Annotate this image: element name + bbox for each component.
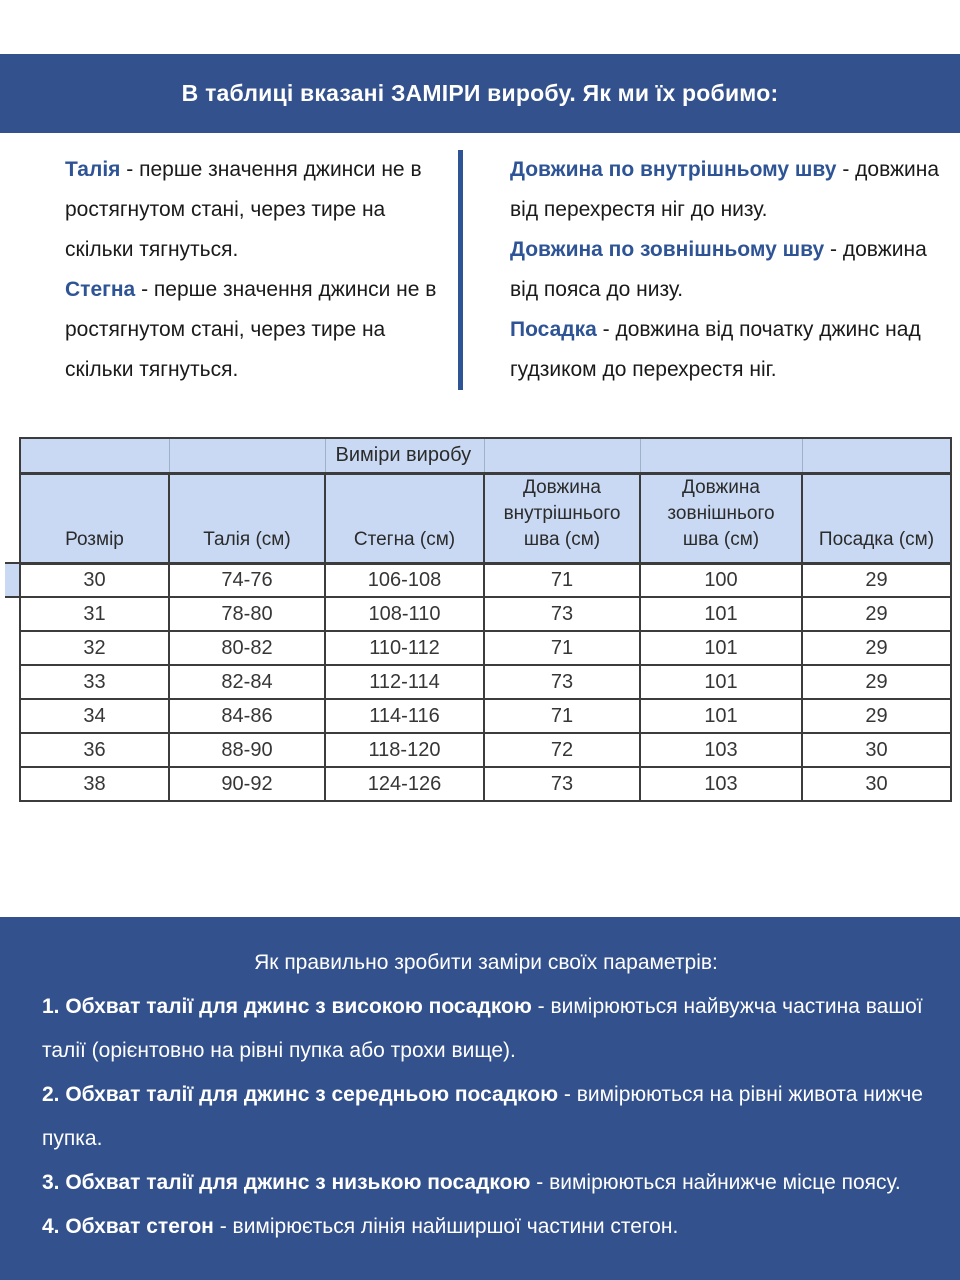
table-cell: 29: [802, 699, 951, 733]
instruction-item: [42, 985, 930, 1073]
table-cell: 30: [802, 767, 951, 801]
table-cell: 38: [20, 767, 169, 801]
definition-text: - перше значення джинси не в ростягнутом стані, через тире на скільки тягнуться.: [65, 278, 437, 381]
table-cell: 110-112: [325, 631, 484, 665]
size-table-wrap: [19, 437, 950, 802]
table-cell: 72: [484, 733, 640, 767]
table-row: [20, 631, 951, 665]
table-cell: 124-126: [325, 767, 484, 801]
definition-text: - довжина від початку джинс над гудзиком до перехрестя ніг.: [510, 318, 921, 381]
table-column-header: Стегна (см): [325, 473, 484, 563]
definition-term: Стегна: [65, 278, 136, 301]
table-cell: 73: [484, 597, 640, 631]
table-band-cell: [640, 438, 802, 473]
table-cell: 30: [20, 563, 169, 597]
table-cell: 31: [20, 597, 169, 631]
table-cell: 78-80: [169, 597, 325, 631]
definition-item: [510, 150, 942, 230]
table-cell: 100: [640, 563, 802, 597]
instruction-item-text: - вимірюються найнижче місце поясу.: [530, 1171, 901, 1194]
table-band-cell: [802, 438, 951, 473]
definition-term: Посадка: [510, 318, 597, 341]
definition-term: Талія: [65, 158, 121, 181]
table-cell: 80-82: [169, 631, 325, 665]
definition-term: Довжина по внутрішньому шву: [510, 158, 837, 181]
instruction-item-bold: 1. Обхват талії для джинс з високою посадкою: [42, 995, 532, 1018]
definition-item: [510, 230, 942, 310]
definition-text: - довжина від пояса до низу.: [510, 238, 927, 301]
instruction-item-bold: 3. Обхват талії для джинс з низькою посадкою: [42, 1171, 531, 1194]
table-cell: 30: [802, 733, 951, 767]
vertical-divider: [458, 150, 463, 390]
instructions-section: [0, 917, 960, 1280]
definition-text: - довжина від перехрестя ніг до низу.: [510, 158, 940, 221]
table-column-header: Розмір: [20, 473, 169, 563]
table-cell: 32: [20, 631, 169, 665]
table-band-cell: [169, 438, 325, 473]
table-cell: 74-76: [169, 563, 325, 597]
table-cell: 29: [802, 631, 951, 665]
table-cell: 90-92: [169, 767, 325, 801]
table-cell: 36: [20, 733, 169, 767]
table-cell: 33: [20, 665, 169, 699]
table-cell: 114-116: [325, 699, 484, 733]
table-cell: 103: [640, 767, 802, 801]
instruction-item: [42, 1073, 930, 1161]
table-row: [20, 597, 951, 631]
instruction-items: [42, 985, 930, 1249]
definition-item: [65, 150, 457, 270]
size-table: [19, 437, 952, 802]
table-cell: 112-114: [325, 665, 484, 699]
table-cell: 84-86: [169, 699, 325, 733]
table-cell: 71: [484, 563, 640, 597]
table-cell: 34: [20, 699, 169, 733]
table-cell: 29: [802, 665, 951, 699]
table-cell: 101: [640, 597, 802, 631]
table-cell: 71: [484, 699, 640, 733]
table-band-label-cell: Виміри виробу: [325, 438, 484, 473]
table-cell: 82-84: [169, 665, 325, 699]
table-cell: 101: [640, 631, 802, 665]
spreadsheet-left-cell-sliver: [5, 562, 19, 598]
definition-term: Довжина по зовнішньому шву: [510, 238, 825, 261]
table-row: [20, 665, 951, 699]
top-banner: [0, 54, 960, 133]
table-column-header: Довжина зовнішнього шва (см): [640, 473, 802, 563]
instruction-item: [42, 1205, 930, 1249]
table-cell: 88-90: [169, 733, 325, 767]
table-band-cell: [20, 438, 169, 473]
instructions-heading: Як правильно зробити заміри своїх параметрів:: [254, 951, 718, 974]
table-cell: 71: [484, 631, 640, 665]
instruction-item: [42, 1161, 930, 1205]
table-row: [20, 699, 951, 733]
definitions-left-column: [65, 150, 457, 390]
table-cell: 103: [640, 733, 802, 767]
instruction-item-bold: 2. Обхват талії для джинс з середньою посадкою: [42, 1083, 559, 1106]
definition-item: [510, 310, 942, 390]
instruction-item-text: - вимірюється лінія найширшої частини стегон.: [213, 1215, 679, 1238]
table-row: [20, 733, 951, 767]
instruction-item-text: - вимірюються найвужча частина вашої талії (орієнтовно на рівні пупка або трохи вище).: [42, 995, 923, 1062]
table-column-header: Талія (см): [169, 473, 325, 563]
banner-title: В таблиці вказані ЗАМІРИ виробу. Як ми їх робимо:: [181, 80, 779, 106]
definitions-section: [0, 150, 960, 390]
instruction-item-bold: 4. Обхват стегон: [42, 1215, 214, 1238]
table-cell: 29: [802, 597, 951, 631]
table-row: [20, 563, 951, 597]
table-header-row: [20, 473, 951, 563]
table-cell: 73: [484, 767, 640, 801]
instruction-item-text: - вимірюються на рівні живота нижче пупка.: [42, 1083, 923, 1150]
table-cell: 108-110: [325, 597, 484, 631]
table-cell: 101: [640, 699, 802, 733]
table-band-cell: [484, 438, 640, 473]
table-cell: 73: [484, 665, 640, 699]
table-band-row: [20, 438, 951, 473]
table-cell: 101: [640, 665, 802, 699]
definition-text: - перше значення джинси не в ростягнутом стані, через тире на скільки тягнуться.: [65, 158, 422, 261]
table-cell: 106-108: [325, 563, 484, 597]
table-cell: 29: [802, 563, 951, 597]
table-row: [20, 767, 951, 801]
table-column-header: Довжина внутрішнього шва (см): [484, 473, 640, 563]
definition-item: [65, 270, 457, 390]
table-cell: 118-120: [325, 733, 484, 767]
definitions-right-column: [510, 150, 942, 390]
table-column-header: Посадка (см): [802, 473, 951, 563]
